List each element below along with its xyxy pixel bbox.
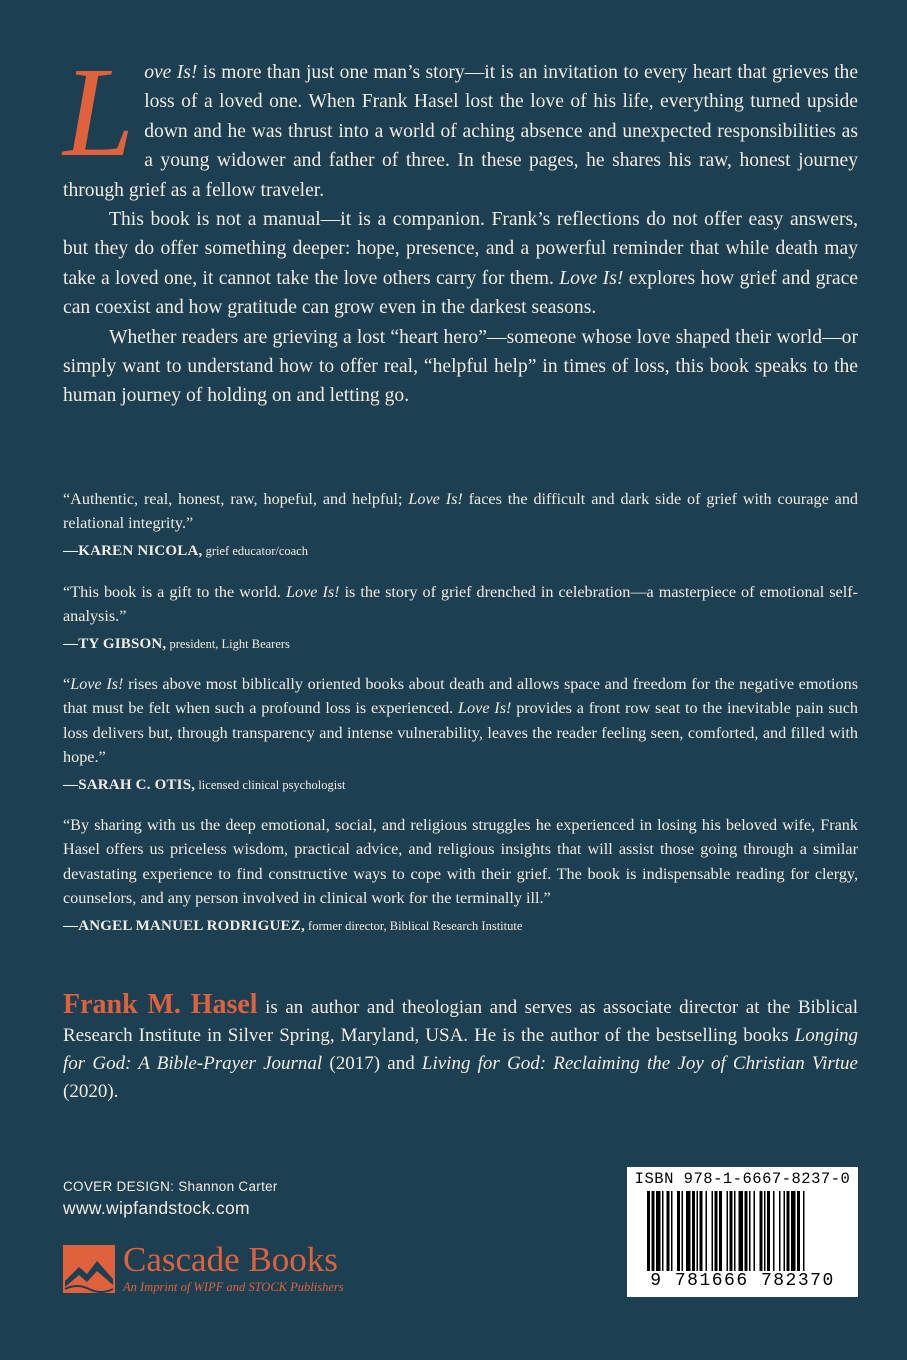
blurb-paragraph-1: [63, 41, 859, 205]
barcode-bar: [712, 1191, 714, 1271]
author-bio: Frank M. Hasel is an author and theologian and serves as associate director at the Biblical Research Institute in Silver Spring, Maryland, USA. He is the author of the bestselling books Longing for God: A Bible-Prayer Journal (2017) and Living for God: Reclaiming the Joy of Christian Virtue (2020).: [63, 989, 858, 1102]
barcode-bar: [727, 1191, 729, 1271]
publisher-logo: [63, 1240, 393, 1300]
barcode-bar: [797, 1191, 800, 1271]
barcode-bar: [715, 1191, 718, 1271]
barcode-bar: [697, 1191, 699, 1271]
blurb-text: is more than just one man’s story—it is an invitation to every heart that grieves the loss of a loved one. When Frank Hasel lost the love of his life, everything turned upside down and he was thrust into a world of aching absence and unexpected responsibilities as a young widower and father of three. In these pages, he shares his raw, honest journey through grief as a fellow traveler.: [63, 62, 859, 201]
barcode-bar: [779, 1191, 781, 1271]
barcode-bar: [754, 1191, 756, 1271]
endorsement-attribution: —ANGEL MANUEL RODRIGUEZ, former director, Biblical Research Institute: [63, 918, 523, 935]
author-name: Frank M. Hasel: [63, 989, 258, 1020]
barcode-bar: [760, 1191, 763, 1271]
barcode-bar: [767, 1191, 770, 1271]
endorsement: [63, 813, 858, 938]
book-title: Living for God: Reclaiming the Joy of Christian Virtue: [421, 1053, 858, 1074]
endorsement-quote: “By sharing with us the deep emotional, social, and religious struggles he experienced in losing his beloved wife, Frank Hasel offers us priceless wisdom, practical advice, and religious insights that will assist those going through a similar devastating experience to find constructive ways to cope with their grief. The book is indispensable reading for clergy, counselors, and any person involved in clinical work for the terminally ill.”: [63, 816, 858, 907]
barcode-bar: [773, 1191, 775, 1271]
barcode-digits: 9 781666 782370: [650, 1271, 835, 1291]
barcode-bar: [700, 1191, 703, 1271]
barcode-bar: [692, 1191, 695, 1271]
barcode-bar: [803, 1191, 805, 1271]
barcode-bar: [706, 1191, 708, 1271]
isbn-label: ISBN 978-1-6667-8237-0: [634, 1170, 851, 1188]
endorsement-attribution: —TY GIBSON, president, Light Bearers: [63, 636, 290, 653]
barcode-bar: [791, 1191, 796, 1271]
endorsement: [63, 487, 858, 564]
barcode-bar: [656, 1191, 661, 1271]
barcode-bar: [784, 1191, 786, 1271]
barcode-bar: [745, 1191, 748, 1271]
endorsement-quote: “This book is a gift to the world. Love Is! is the story of grief drenched in celebration—a masterpiece of emotional self-analysis.”: [63, 582, 859, 625]
blurb-paragraph-2: [63, 205, 858, 323]
barcode-bar: [662, 1191, 664, 1271]
endorsement-attribution: —KAREN NICOLA, grief educator/coach: [63, 543, 308, 560]
barcode-bar: [686, 1191, 691, 1271]
barcode-bar: [749, 1191, 751, 1271]
blurb-text: explores how grief and grace can coexist and how gratitude can grow even in the darkest seasons.: [63, 267, 858, 319]
mountain-logo-icon: [63, 1245, 115, 1293]
barcode-bar: [671, 1191, 673, 1271]
blurb: [63, 41, 859, 411]
barcode-bar: [730, 1191, 733, 1271]
endorsement-quote: “Love Is! rises above most biblically oriented books about death and allows space and freedom for the negative emotions that must be felt when such a profound loss is experienced. Love Is! provides a front row seat to the inevitable pain such loss delivers but, through transparency and intense vulnerability, leaves the reader feeling seen, comforted, and filled with hope.”: [63, 675, 859, 766]
cover-design-credit: COVER DESIGN: Shannon Carter: [63, 1179, 278, 1194]
barcode-bar: [682, 1191, 684, 1271]
barcode-bar: [652, 1191, 655, 1271]
book-title: ove Is!: [144, 62, 198, 83]
barcode-bar: [667, 1191, 670, 1271]
blurb-paragraph-3: Whether readers are grieving a lost “heart hero”—someone whose love shaped their world—or simply want to understand how to offer real, “helpful help” in times of loss, this book speaks to the human journey of holding on and letting go.: [63, 326, 858, 407]
book-title: Love Is!: [559, 267, 624, 289]
barcode-bar: [787, 1191, 790, 1271]
barcode-bar: [677, 1191, 680, 1271]
endorsements: [63, 487, 858, 954]
isbn-barcode: [627, 1167, 858, 1297]
credits: [63, 1179, 278, 1219]
publisher-subtitle: An Imprint of WIPF and STOCK Publishers: [123, 1280, 344, 1294]
barcode-bar: [764, 1191, 766, 1271]
endorsement: [63, 672, 858, 797]
barcode-bar: [647, 1191, 650, 1271]
publisher-name: Cascade Books: [123, 1240, 338, 1279]
endorsement-quote: “Authentic, real, honest, raw, hopeful, and helpful; Love Is! faces the difficult and dark side of grief with courage and relational integrity.”: [63, 490, 859, 533]
endorsement: [63, 580, 858, 657]
drop-cap: L: [63, 41, 135, 183]
barcode-bar: [739, 1191, 744, 1271]
publisher-website: www.wipfandstock.com: [63, 1198, 250, 1218]
barcode-bar: [734, 1191, 736, 1271]
endorsement-attribution: —SARAH C. OTIS, licensed clinical psychologist: [63, 777, 346, 794]
barcode-bars: [647, 1191, 843, 1271]
blurb-text: This book is not a manual—it is a companion. Frank’s reflections do not offer easy answers, but they do offer something deeper: hope, presence, and a powerful reminder that while death may take a loved one, it cannot take the love others carry for them.: [63, 209, 858, 289]
book-title: Longing for God: A Bible-Prayer Journal: [63, 1025, 858, 1074]
barcode-bar: [719, 1191, 722, 1271]
